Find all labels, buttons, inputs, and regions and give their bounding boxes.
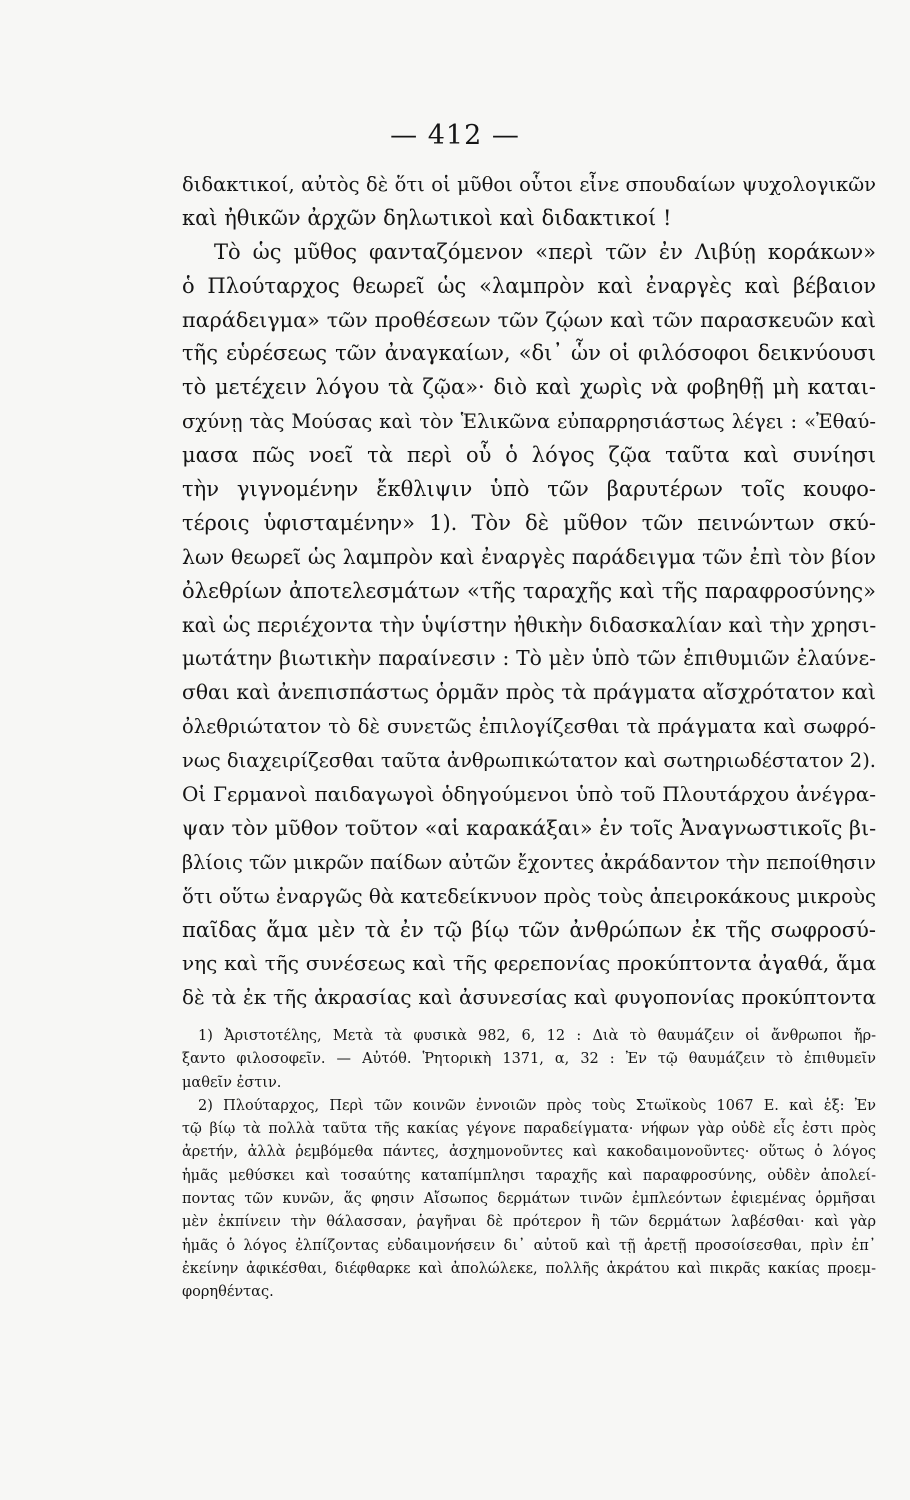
text-line: παράδειγμα» τῶν προθέσεων τῶν ζῴων καὶ τῶν παρασκευῶν καὶ <box>182 307 876 332</box>
footnote-line: μὲν ἐκπίνειν τὴν θάλασσαν, ῥαγῆναι δὲ πρότερον ἢ τῶν δερμάτων λαβέσθαι· καὶ γὰρ <box>182 1214 876 1231</box>
text-line: μασα πῶς νοεῖ τὰ περὶ οὗ ὁ λόγος ζῷα ταῦτα καὶ συνίησι <box>182 443 876 468</box>
text-line: τὸ μετέχειν λόγου τὰ ζῷα»· διὸ καὶ χωρὶς νὰ φοβηθῇ μὴ καται- <box>182 375 876 400</box>
footnote-line: ἡμᾶς ὁ λόγος ἐλπίζοντας εὐδαιμονήσειν δι᾿ αὐτοῦ καὶ τῇ ἀρετῇ προσοίσεσθαι, πρὶν ἐπ᾿ <box>182 1237 876 1254</box>
footnote-line: μαθεῖν ἐστιν. <box>182 1074 282 1091</box>
text-line: τῆς εὑρέσεως τῶν ἀναγκαίων, «δι᾿ ὧν οἱ φιλόσοφοι δεικνύουσι <box>182 341 876 366</box>
footnote-line: 1) Ἀριστοτέλης, Μετὰ τὰ φυσικὰ 982, 6, 12 : Διὰ τὸ θαυμάζειν οἱ ἄνθρωποι ἤρ- <box>198 1028 876 1044</box>
text-line: διδακτικοί, αὐτὸς δὲ ὅτι οἱ μῦθοι οὗτοι εἶνε σπουδαίων ψυχολογικῶν <box>182 173 876 196</box>
text-line: νως διαχειρίζεσθαι ταῦτα ἀνθρωπικώτατον καὶ σωτηριωδέστατον 2). <box>182 749 876 773</box>
footnote-line: ἐκείνην ἀφικέσθαι, διέφθαρκε καὶ ἀπολώλεκε, πολλῆς ἀκράτου καὶ πικρᾶς κακίας προεμ- <box>182 1260 876 1277</box>
text-line: σθαι καὶ ἀνεπισπάστως ὁρμᾶν πρὸς τὰ πράγματα αἴσχρότατον καὶ <box>182 680 876 705</box>
text-line: παῖδας ἅμα μὲν τὰ ἐν τῷ βίῳ τῶν ἀνθρώπων ἐκ τῆς σωφροσύ- <box>182 917 876 942</box>
text-line: λων θεωρεῖ ὡς λαμπρὸν καὶ ἐναργὲς παράδειγμα τῶν ἐπὶ τὸν βίον <box>182 544 876 569</box>
footnote-line: 2) Πλούταρχος, Περὶ τῶν κοινῶν ἐννοιῶν πρὸς τοὺς Στωϊκοὺς 1067 Ε. καὶ ἑξ: Ἐν <box>198 1097 876 1114</box>
footnote-line: ποντας τῶν κυνῶν, ἅς φησιν Αἴσωπος δερμάτων τινῶν ἐμπλεόντων ἐφιεμένας ὁρμῆσαι <box>182 1191 876 1208</box>
text-line: μωτάτην βιωτικὴν παραίνεσιν : Τὸ μὲν ὑπὸ τῶν ἐπιθυμιῶν ἐλαύνε- <box>182 646 876 671</box>
text-line: ὅτι οὕτω ἐναργῶς θὰ κατεδείκνυον πρὸς τοὺς ἀπειροκάκους μικροὺς <box>182 884 877 908</box>
footnotes <box>182 1025 876 1305</box>
text-line: βλίοις τῶν μικρῶν παίδων αὐτῶν ἔχοντες ἀκράδαντον τὴν πεποίθησιν <box>182 850 876 874</box>
text-line: Οἱ Γερμανοὶ παιδαγωγοὶ ὁδηγούμενοι ὑπὸ τοῦ Πλουτάρχου ἀνέγρα- <box>182 782 876 807</box>
text-line: καὶ ὡς περιέχοντα τὴν ὑψίστην ἠθικὴν διδασκαλίαν καὶ τὴν χρησι- <box>182 612 877 637</box>
footnote-line: φορηθέντας. <box>182 1284 274 1301</box>
footnote-line: ξαντο φιλοσοφεῖν. — Αὐτόθ. Ῥητορικὴ 1371, α, 32 : Ἐν τῷ θαυμάζειν τὸ ἐπιθυμεῖν <box>182 1051 876 1068</box>
text-line: ὀλεθριώτατον τὸ δὲ συνετῶς ἐπιλογίζεσθαι τὰ πράγματα καὶ σωφρό- <box>182 715 876 739</box>
text-line: ψαν τὸν μῦθον τοῦτον «αἱ καρακάξαι» ἐν τοῖς Ἀναγνωστικοῖς βι- <box>182 815 877 840</box>
text-line: καὶ ἠθικῶν ἀρχῶν δηλωτικοὶ καὶ διδακτικοί ! <box>182 205 672 230</box>
text-line: σχύνῃ τὰς Μούσας καὶ τὸν Ἑλικῶνα εὐπαρρησιάστως λέγει : «Ἐθαύ- <box>182 410 876 434</box>
text-line: Τὸ ὡς μῦθος φανταζόμενον «περὶ τῶν ἐν Λιβύῃ κοράκων» <box>214 239 876 264</box>
footnote-line: ἡμᾶς μεθύσκει καὶ τοσαύτης καταπίμπλησι ταραχῆς καὶ παραφροσύνης, οὐδὲν ἀπολεί- <box>182 1167 876 1184</box>
text-line: ὁ Πλούταρχος θεωρεῖ ὡς «λαμπρὸν καὶ ἐναργὲς καὶ βέβαιον <box>182 273 876 298</box>
text-line: τέροις ὑφισταμένην» 1). Τὸν δὲ μῦθον τῶν πεινώντων σκύ- <box>182 510 876 535</box>
page-number: — 412 — <box>390 120 520 151</box>
text-line: νης καὶ τῆς συνέσεως καὶ τῆς φερεπονίας προκύπτοντα ἀγαθά, ἅμα <box>182 951 876 976</box>
footnote-line: τῷ βίῳ τὰ πολλὰ ταῦτα τῆς κακίας γέγονε παραδείγματα· νήφων γὰρ οὐδὲ εἷς ἐστι πρὸς <box>182 1121 876 1138</box>
text-line: δὲ τὰ ἐκ τῆς ἀκρασίας καὶ ἀσυνεσίας καὶ φυγοπονίας προκύπτοντα <box>182 985 876 1010</box>
text-line: ὀλεθρίων ἀποτελεσμάτων «τῆς ταραχῆς καὶ τῆς παραφροσύνης» <box>182 578 876 603</box>
body-text <box>182 168 876 1015</box>
text-line: τὴν γιγνομένην ἔκθλιψιν ὑπὸ τῶν βαρυτέρων τοῖς κουφο- <box>182 477 876 502</box>
footnote-line: ἀρετήν, ἀλλὰ ῥεμβόμεθα πάντες, ἀσχημονοῦντες καὶ κακοδαιμονοῦντες· οὕτως ὁ λόγος <box>182 1144 876 1161</box>
